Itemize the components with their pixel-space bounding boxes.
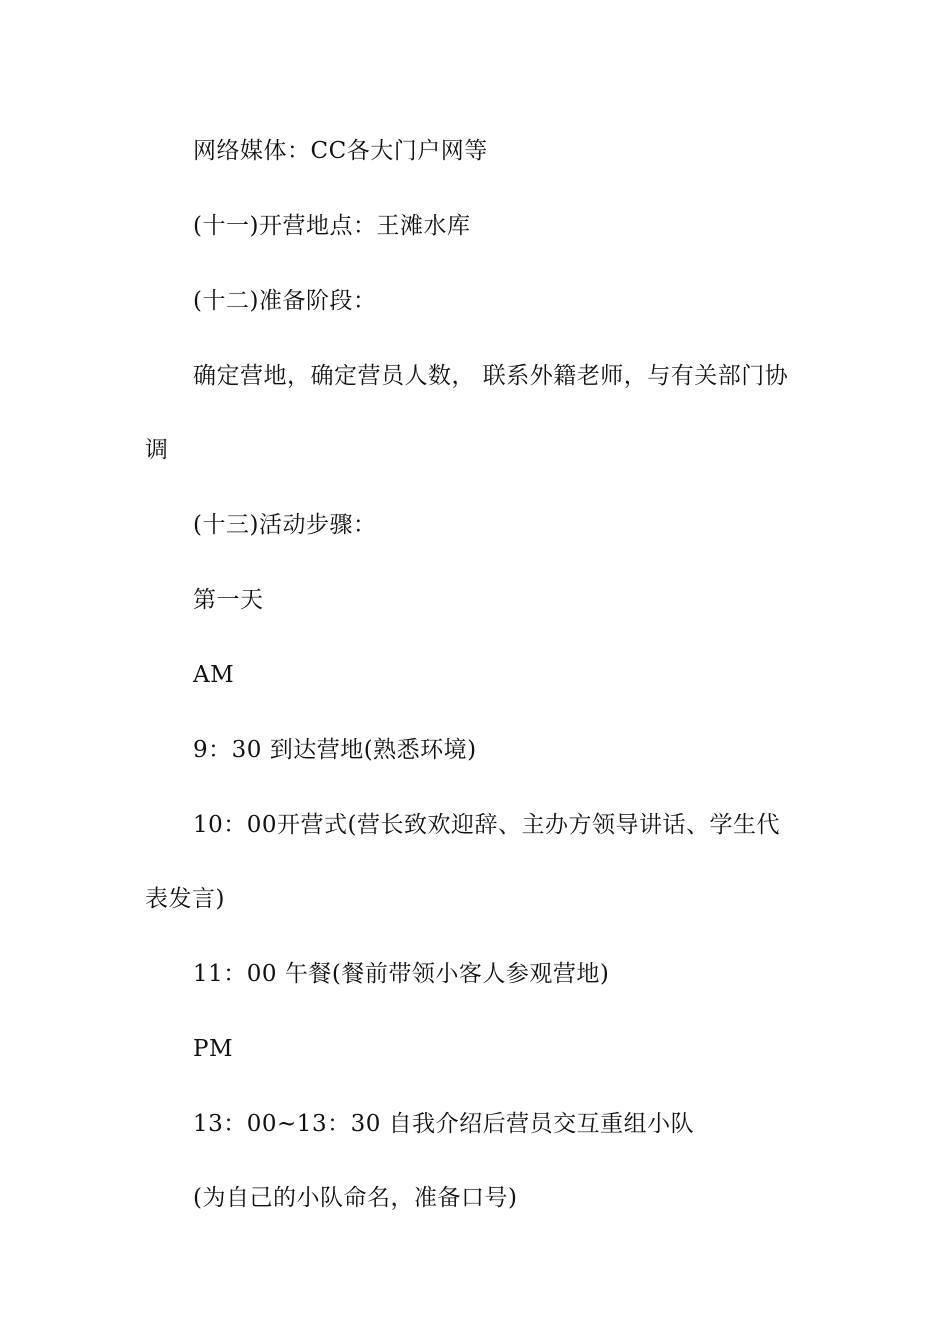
schedule-item-opening-ceremony: 10：00开营式(营长致欢迎辞、主办方领导讲话、学生代 <box>193 812 781 838</box>
day-one-heading: 第一天 <box>193 587 264 613</box>
schedule-item-opening-ceremony-continued: 表发言) <box>145 886 225 912</box>
pm-label: PM <box>193 1036 234 1062</box>
am-label: AM <box>193 662 235 688</box>
schedule-item-lunch: 11：00 午餐(餐前带领小客人参观营地) <box>193 961 610 987</box>
paragraph-preparation-heading: (十二)准备阶段： <box>193 288 377 314</box>
paragraph-camp-location: (十一)开营地点：王滩水库 <box>193 213 471 239</box>
paragraph-preparation-text: 确定营地，确定营员人数， 联系外籍老师，与有关部门协 <box>193 363 789 389</box>
schedule-item-arrival: 9：30 到达营地(熟悉环境) <box>193 737 477 763</box>
paragraph-network-media: 网络媒体：CC各大门户网等 <box>193 138 488 164</box>
schedule-item-team-naming: (为自己的小队命名，准备口号) <box>193 1185 518 1211</box>
paragraph-activity-steps-heading: (十三)活动步骤： <box>193 512 377 538</box>
schedule-item-introductions: 13：00~13：30 自我介绍后营员交互重组小队 <box>193 1111 695 1137</box>
paragraph-preparation-text-continued: 调 <box>145 437 169 463</box>
